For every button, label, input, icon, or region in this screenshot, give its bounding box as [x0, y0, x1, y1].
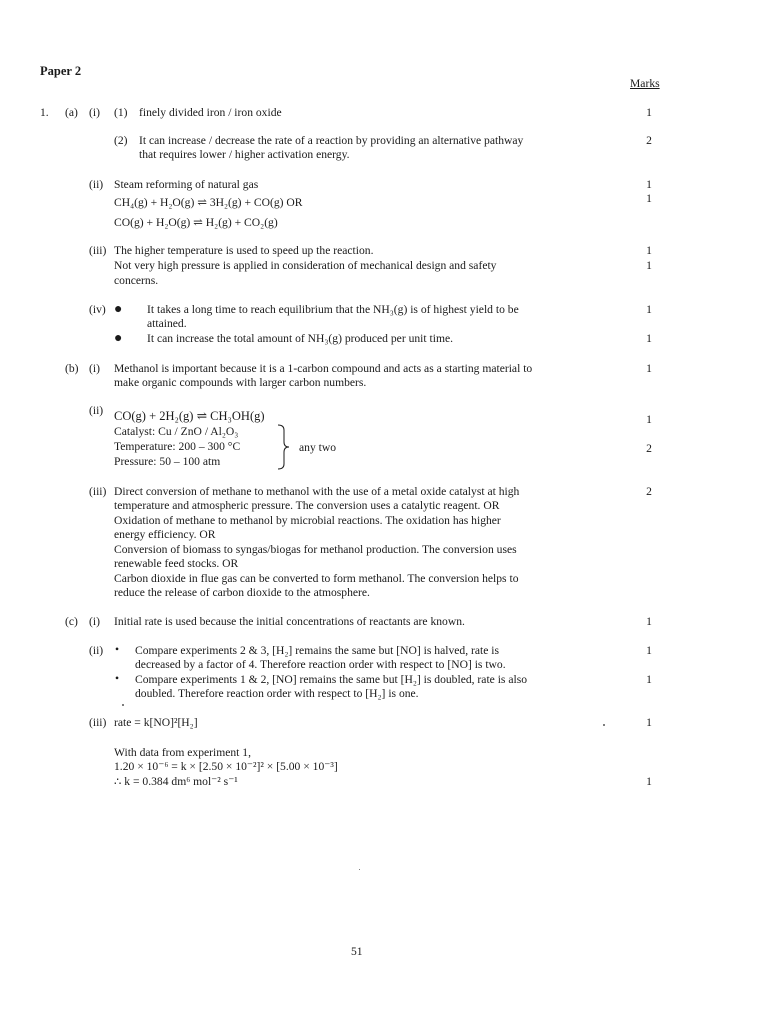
rate-equation: rate = k[NO]²[H₂] — [114, 716, 198, 729]
mark-value: 1 — [646, 673, 652, 686]
answer-text: Compare experiments 2 & 3, [H₂] remains the same but [NO] is halved, rate is — [135, 644, 499, 657]
mark-value: 1 — [646, 362, 652, 375]
equation: CO(g) + H₂O(g) ⇌ H₂(g) + CO₂(g) — [114, 216, 278, 229]
question-number: 1. — [40, 106, 49, 119]
mark-value: 2 — [646, 442, 652, 455]
mark-value: 1 — [646, 615, 652, 628]
answer-text: Carbon dioxide in flue gas can be converted to form methanol. The conversion helps to — [114, 572, 519, 585]
answer-text: It takes a long time to reach equilibrium that the NH₃(g) is of highest yield to be — [147, 303, 519, 316]
mark-value: 2 — [646, 134, 652, 147]
mark-value: 1 — [646, 244, 652, 257]
part-b-iii-label: (iii) — [89, 485, 107, 498]
bullet-icon: • — [115, 643, 120, 656]
answer-text: finely divided iron / iron oxide — [139, 106, 282, 119]
answer-text: Compare experiments 1 & 2, [NO] remains the same but [H₂] is doubled, rate is also — [135, 673, 528, 686]
part-a-iv-label: (iv) — [89, 303, 106, 316]
answer-text: decreased by a factor of 4. Therefore reaction order with respect to [NO] is two. — [135, 658, 506, 671]
mark-value: 2 — [646, 485, 652, 498]
marks-header: Marks — [630, 77, 660, 90]
bullet-icon: • — [115, 672, 120, 685]
answer-text: that requires lower / higher activation energy. — [139, 148, 350, 161]
part-c-iii-label: (iii) — [89, 716, 107, 729]
condition-text: Catalyst: Cu / ZnO / Al₂O₃ — [114, 425, 239, 438]
any-two-note: any two — [299, 441, 337, 454]
mark-value: 1 — [646, 106, 652, 119]
part-c-i-label: (i) — [89, 615, 100, 628]
answer-text: Conversion of biomass to syngas/biogas for methanol production. The conversion uses — [114, 543, 517, 556]
answer-text: Not very high pressure is applied in consideration of mechanical design and safety — [114, 259, 497, 272]
bullet-icon: ● — [114, 302, 123, 317]
mark-value: 1 — [646, 259, 652, 272]
bullet-icon: ● — [114, 331, 123, 346]
answer-text: Initial rate is used because the initial concentrations of reactants are known. — [114, 615, 465, 628]
answer-text: concerns. — [114, 274, 159, 287]
part-b-i-label: (i) — [89, 362, 100, 375]
calculation: 1.20 × 10⁻⁶ = k × [2.50 × 10⁻²]² × [5.00 × 10⁻³] — [114, 760, 338, 773]
answer-text: Methanol is important because it is a 1-carbon compound and acts as a starting material to — [114, 362, 533, 375]
condition-text: Pressure: 50 – 100 atm — [114, 455, 221, 468]
answer-text: With data from experiment 1, — [114, 746, 252, 759]
scan-speck — [122, 704, 124, 706]
point-1-label: (1) — [114, 106, 128, 119]
equation: CO(g) + 2H₂(g) ⇌ CH₃OH(g) — [114, 409, 265, 423]
answer-text: Oxidation of methane to methanol by microbial reactions. The oxidation has higher — [114, 514, 501, 527]
mark-value: 1 — [646, 178, 652, 191]
answer-text: reduce the release of carbon dioxide to the atmosphere. — [114, 586, 370, 599]
part-c-ii-label: (ii) — [89, 644, 104, 657]
answer-text: temperature and atmospheric pressure. The conversion uses a catalytic reagent. OR — [114, 499, 500, 512]
part-b-ii-label: (ii) — [89, 404, 104, 417]
paper-title: Paper 2 — [40, 64, 82, 78]
result: ∴ k = 0.384 dm⁶ mol⁻² s⁻¹ — [114, 775, 238, 788]
part-c-label: (c) — [65, 615, 78, 628]
mark-value: 1 — [646, 644, 652, 657]
scan-speck — [603, 724, 605, 726]
answer-text: It can increase the total amount of NH₃(g) produced per unit time. — [147, 332, 454, 345]
equation: CH₄(g) + H₂O(g) ⇌ 3H₂(g) + CO(g) OR — [114, 196, 303, 209]
mark-value: 1 — [646, 332, 652, 345]
answer-text: It can increase / decrease the rate of a reaction by providing an alternative pathway — [139, 134, 524, 147]
answer-text: renewable feed stocks. OR — [114, 557, 239, 570]
answer-text: doubled. Therefore reaction order with respect to [H₂] is one. — [135, 687, 419, 700]
answer-text: energy efficiency. OR — [114, 528, 216, 541]
mark-value: 1 — [646, 413, 652, 426]
point-2-label: (2) — [114, 134, 128, 147]
part-a-label: (a) — [65, 106, 78, 119]
part-a-ii-label: (ii) — [89, 178, 104, 191]
brace-icon — [276, 424, 292, 470]
mark-value: 1 — [646, 716, 652, 729]
scan-speck — [359, 869, 360, 870]
mark-value: 1 — [646, 303, 652, 316]
answer-text: Steam reforming of natural gas — [114, 178, 259, 191]
condition-text: Temperature: 200 – 300 °C — [114, 440, 241, 453]
mark-value: 1 — [646, 192, 652, 205]
answer-text: attained. — [147, 317, 187, 330]
answer-text: The higher temperature is used to speed up the reaction. — [114, 244, 374, 257]
part-a-iii-label: (iii) — [89, 244, 107, 257]
mark-value: 1 — [646, 775, 652, 788]
answer-text: Direct conversion of methane to methanol with the use of a metal oxide catalyst at high — [114, 485, 520, 498]
answer-text: make organic compounds with larger carbon numbers. — [114, 376, 367, 389]
part-b-label: (b) — [65, 362, 79, 375]
part-a-i-label: (i) — [89, 106, 100, 119]
page-number: 51 — [351, 945, 363, 958]
